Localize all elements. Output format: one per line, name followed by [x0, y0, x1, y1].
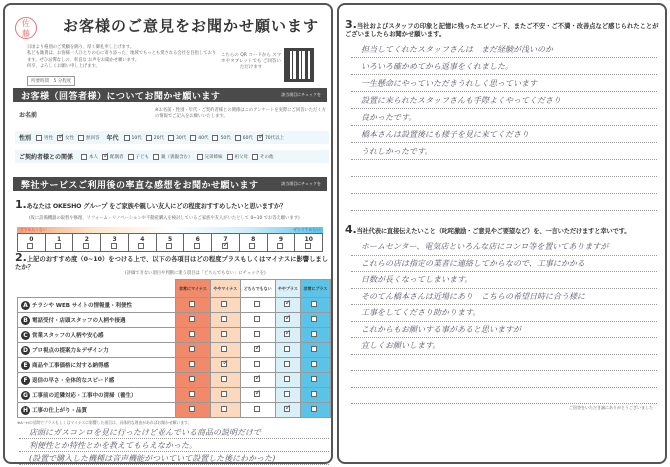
score-options — [17, 233, 323, 252]
checkbox[interactable] — [189, 391, 195, 397]
row-label — [18, 403, 176, 418]
table-row — [18, 373, 331, 388]
score-option[interactable] — [212, 234, 240, 251]
question-1: 1.あなたは OKESHO グループ をご家族や親しい友人にどの程度おすすめしたいと思いますか？ — [15, 198, 287, 211]
rating-cell[interactable] — [275, 358, 300, 373]
checkbox[interactable] — [277, 243, 283, 249]
handwritten-line: 店頭にガスコンロを見に行ったけど並んでいる商品の説明だけで — [19, 426, 329, 439]
rating-cell[interactable] — [210, 328, 240, 343]
rating-cell[interactable] — [300, 313, 330, 328]
row-label — [18, 298, 176, 313]
checkbox[interactable] — [311, 406, 317, 412]
checkbox[interactable] — [284, 361, 290, 367]
checkbox[interactable] — [284, 331, 290, 337]
handwritten-line: これらの店は指定の業者に連絡してからなので、工事にかかる — [351, 256, 657, 273]
score-label: 9 — [278, 236, 284, 243]
score-label: 1 — [57, 236, 62, 243]
row-text: 工事の仕上がり・品質 — [32, 407, 88, 414]
row-text: チラシや WEB サイトの情報量・利便性 — [32, 302, 132, 309]
handwritten-line — [351, 371, 657, 388]
intro-line: 何卒、よろしくお願い申し上げます。 — [27, 63, 100, 69]
row-label — [18, 358, 176, 373]
checkbox[interactable] — [153, 154, 159, 160]
rating-cell[interactable] — [275, 388, 300, 403]
section-feedback-header — [13, 177, 327, 191]
row-label — [18, 313, 176, 328]
checkbox[interactable] — [311, 376, 317, 382]
rating-cell[interactable] — [210, 388, 240, 403]
handwritten-line: 設置に来られたスタッフさんも手際よくやってくださり — [351, 92, 657, 109]
rating-cell[interactable] — [210, 343, 240, 358]
checkbox[interactable] — [284, 376, 290, 382]
gender-label: 性別 — [19, 135, 32, 142]
survey-left-page — [3, 3, 333, 464]
checkbox[interactable] — [189, 346, 195, 352]
gender-age-row — [15, 131, 329, 144]
handwritten-line: これからもお願いする事があると思いますが — [351, 322, 657, 339]
ages-label: 30代 — [176, 135, 187, 141]
score-label: 5 — [167, 236, 173, 243]
table-row — [18, 343, 331, 358]
checkbox[interactable] — [284, 301, 290, 307]
rating-cell[interactable] — [275, 343, 300, 358]
handwritten-line — [351, 177, 657, 194]
handwritten-line: 利便性とか特性とかを教えてもらえなかった。 — [19, 439, 329, 452]
rating-cell[interactable] — [176, 373, 211, 388]
checkbox[interactable] — [311, 346, 317, 352]
checkbox[interactable] — [221, 376, 227, 382]
score-option[interactable] — [184, 234, 212, 251]
checkbox[interactable] — [284, 391, 290, 397]
relation-label: ご契約者様との関係 — [19, 154, 74, 161]
handwritten-line — [351, 388, 657, 405]
checkbox[interactable] — [254, 301, 260, 307]
rating-cell[interactable] — [240, 343, 275, 358]
option-ages[interactable] — [235, 135, 253, 141]
rating-cell[interactable] — [176, 358, 211, 373]
ages-label: 60代 — [242, 135, 253, 141]
row-letter-icon: A — [21, 301, 30, 310]
handwritten-line: 橋本さんは設置後にも様子を見に来てくださり — [351, 126, 657, 143]
table-row — [18, 358, 331, 373]
thanks-text: ご回答をいただき誠にありがとうございました — [569, 405, 653, 410]
checkbox[interactable] — [138, 243, 144, 249]
checkbox[interactable] — [284, 346, 290, 352]
relations-label: その他 — [260, 154, 274, 160]
qr-code[interactable] — [284, 48, 314, 82]
genders-label: 男性 — [44, 135, 54, 141]
checkbox[interactable] — [222, 243, 228, 249]
handwritten-line — [351, 160, 657, 177]
checkbox[interactable] — [227, 154, 233, 160]
relation-row — [15, 150, 329, 163]
checkbox[interactable] — [221, 316, 227, 322]
relations-label: 祖父母 — [234, 154, 249, 160]
score-label: 10 — [304, 236, 313, 243]
row-letter-icon: F — [21, 376, 30, 385]
score-option[interactable] — [268, 234, 296, 251]
checkbox[interactable] — [257, 135, 263, 141]
checkbox[interactable] — [83, 243, 89, 249]
handwritten-line: (設置で購入した機種は音声機能がついていて設置した後にわかった) — [19, 452, 329, 465]
checkbox[interactable] — [55, 243, 61, 249]
option-ages[interactable] — [146, 135, 164, 141]
column-header: ややマイナス — [210, 280, 240, 298]
checkbox[interactable] — [189, 376, 195, 382]
option-relations[interactable] — [81, 154, 98, 160]
rating-cell[interactable] — [300, 298, 330, 313]
checkbox[interactable] — [146, 135, 152, 141]
option-genders[interactable] — [57, 135, 74, 141]
checkbox[interactable] — [311, 361, 317, 367]
checkbox[interactable] — [81, 154, 87, 160]
score-label: 6 — [195, 236, 200, 243]
checkbox[interactable] — [311, 301, 317, 307]
handwritten-line: いろいろ確かめてから返事をくれました。 — [351, 58, 657, 75]
section-respondent-header — [13, 88, 327, 102]
handwritten-line: ホームセンター、電気店といろんな店にコンロ等を置いてありますが — [351, 239, 657, 256]
rating-cell[interactable] — [275, 328, 300, 343]
option-relations[interactable] — [227, 154, 249, 160]
question-2: 2.上記のおすすめ度（0~10）をつける上で、以下の各項目はどの程度プラスもしくはマイナスに影響しましたか？ — [15, 251, 328, 271]
question-2-sub: (評価できない項目や判断に迷う項目は「どちらでもない」にチェックを) — [125, 271, 266, 276]
score-label: 3 — [112, 236, 117, 243]
rating-cell[interactable] — [176, 298, 211, 313]
option-relations[interactable] — [153, 154, 193, 160]
score-option[interactable] — [73, 234, 101, 251]
row-letter-icon: D — [21, 346, 30, 355]
score-option[interactable] — [240, 234, 268, 251]
row-letter-icon: H — [22, 406, 29, 414]
option-genders[interactable] — [36, 135, 53, 141]
checkbox[interactable] — [221, 391, 227, 397]
score-label: 8 — [251, 236, 256, 243]
checkbox[interactable] — [254, 406, 260, 412]
name-note: ※お名前・性別・年代・ご契約者様との関係はこのアンケートを実際にご回答いただく方の情報でご記入をお願いいたします。 — [155, 108, 326, 119]
checkbox[interactable] — [189, 301, 195, 307]
rating-cell[interactable] — [176, 388, 211, 403]
row-letter-icon: C — [21, 331, 30, 340]
handwritten-line — [351, 355, 657, 372]
checkbox[interactable] — [311, 331, 317, 337]
genders-label: 無回答 — [86, 135, 100, 141]
checkbox[interactable] — [194, 243, 200, 249]
table-row — [18, 403, 331, 418]
checkbox[interactable] — [221, 406, 227, 412]
rating-cell[interactable] — [275, 403, 300, 418]
rating-cell[interactable] — [300, 403, 330, 418]
row-text: 電話受付・店頭スタッフの人柄や接遇 — [32, 317, 126, 324]
page-title: お客様のご意見をお聞かせ願います — [63, 17, 320, 35]
checkbox[interactable] — [311, 391, 317, 397]
table-row — [18, 298, 331, 313]
checkbox[interactable] — [284, 406, 290, 412]
checkbox[interactable] — [189, 361, 195, 367]
table-row — [18, 328, 331, 343]
relations-label: 親（義親含む） — [161, 154, 193, 160]
score-option[interactable] — [157, 234, 185, 251]
checkbox[interactable] — [190, 135, 196, 141]
option-ages[interactable] — [168, 135, 186, 141]
question-3: 3.当社およびスタッフの印象と記憶に残ったエピソード、またご不安・ご不満・改善点など感じられたことがございましたらお聞かせ願います。 — [345, 18, 659, 38]
checkbox[interactable] — [166, 243, 172, 249]
table-row — [18, 388, 331, 403]
table-row — [18, 313, 331, 328]
checkbox[interactable] — [27, 243, 33, 249]
handwritten-line: 担当してくれたスタッフさんは まだ経験が浅いのか — [351, 41, 657, 58]
rating-cell[interactable] — [300, 388, 330, 403]
checkbox[interactable] — [128, 154, 134, 160]
checkbox[interactable] — [111, 243, 117, 249]
rating-cell[interactable] — [240, 313, 275, 328]
q2-answer — [19, 426, 329, 466]
rating-cell[interactable] — [240, 373, 275, 388]
checkbox[interactable] — [235, 135, 241, 141]
rating-cell[interactable] — [210, 313, 240, 328]
time-required: 所要時間 5 分程度 — [27, 76, 75, 86]
checkbox[interactable] — [254, 346, 260, 352]
relations-label: 配偶者 — [110, 154, 124, 160]
checkbox[interactable] — [305, 243, 311, 249]
ages-label: 50代 — [220, 135, 231, 141]
age-label: 年代 — [106, 135, 119, 142]
checkbox[interactable] — [57, 135, 63, 141]
seal-stamp: 佐 藤 — [15, 17, 37, 39]
checkbox[interactable] — [254, 391, 260, 397]
relations-label: 本人 — [89, 154, 99, 160]
section-hint: 該当項目にチェックを — [281, 181, 321, 186]
checkbox[interactable] — [221, 346, 227, 352]
score-option[interactable] — [295, 234, 322, 251]
rating-table — [17, 279, 331, 418]
row-label — [18, 343, 176, 358]
score-label: 0 — [29, 236, 34, 243]
rating-cell[interactable] — [210, 403, 240, 418]
score-option[interactable] — [46, 234, 74, 251]
ages-label: 40代 — [198, 135, 209, 141]
option-genders[interactable] — [78, 135, 100, 141]
row-text: 商品や工事価格に対する納得感 — [32, 362, 110, 369]
column-header: ややプラス — [275, 280, 300, 298]
rating-cell[interactable] — [240, 328, 275, 343]
rating-cell[interactable] — [240, 388, 275, 403]
row-label — [18, 388, 176, 403]
checkbox[interactable] — [254, 361, 260, 367]
checkbox[interactable] — [212, 135, 218, 141]
rating-cell[interactable] — [210, 358, 240, 373]
name-label: お名前 — [19, 112, 38, 119]
rating-cell[interactable] — [176, 343, 211, 358]
handwritten-line: 日数が長くなってしまいます。 — [351, 272, 657, 289]
row-label — [18, 373, 176, 388]
row-letter-icon: B — [21, 316, 30, 325]
ages-label: 20代 — [153, 135, 164, 141]
handwritten-line: 宜しくお願いします。 — [351, 338, 657, 355]
checkbox[interactable] — [284, 316, 290, 322]
checkbox[interactable] — [124, 135, 130, 141]
rating-cell[interactable] — [240, 298, 275, 313]
rating-cell[interactable] — [300, 343, 330, 358]
rating-cell[interactable] — [300, 328, 330, 343]
handwritten-line — [351, 194, 657, 211]
checkbox[interactable] — [254, 376, 260, 382]
checkbox[interactable] — [168, 135, 174, 141]
rating-cell[interactable] — [275, 313, 300, 328]
qr-caption: こちらの QR コードから スマホやタブレットでも ご回答いただけます — [220, 53, 282, 70]
row-letter-icon: G — [21, 391, 30, 400]
score-label: 2 — [84, 236, 89, 243]
intro-line: 私ども雑貨は、お客様一人ひとりの心に寄り添った、地域でもっとも愛される会社を目指しております。ぜひ忌憚なしの、率直な お声をお聞かせ願います。 — [27, 51, 217, 63]
row-text: 工事前の近隣対応・工事中の清掃（養生） — [32, 392, 137, 399]
rating-cell[interactable] — [275, 298, 300, 313]
genders-label: 女性 — [65, 135, 75, 141]
checkbox[interactable] — [221, 301, 227, 307]
checkbox[interactable] — [254, 331, 260, 337]
handwritten-line: そのてん橋本さんは近場にあり こちらの希望日時に合う様に — [351, 289, 657, 306]
handwritten-line: 一生懸命にやっていただきうれしく思っています — [351, 75, 657, 92]
checkbox[interactable] — [189, 406, 195, 412]
checkbox[interactable] — [221, 361, 227, 367]
row-text: プロ視点の提案力＆デザイン力 — [32, 347, 109, 354]
section-title: お客様（回答者様）についてお聞かせ願います — [21, 92, 221, 102]
row-label — [18, 328, 176, 343]
rating-cell[interactable] — [300, 373, 330, 388]
intro-text — [27, 45, 217, 70]
score-label: 4 — [140, 236, 145, 243]
intro-line: 日頃より格別のご愛顧を賜り、厚く御礼申し上げます。 — [27, 45, 135, 50]
q2-note: ※A~Hの설問でプラスもしくはマイナスに影響した項目は、具体的な理由があればお聞かせ願います。 — [17, 420, 192, 425]
row-text: 営業スタッフの人柄や安心感 — [32, 332, 104, 339]
checkbox[interactable] — [78, 135, 84, 141]
checkbox[interactable] — [36, 135, 42, 141]
question-4: 4.当社代表に直接伝えたいこと（叱咤激励・ご意見やご要望など）を、一言いただけますと幸いです。 — [345, 223, 631, 236]
checkbox[interactable] — [102, 154, 108, 160]
score-option[interactable] — [129, 234, 157, 251]
handwritten-line: 良かったです。 — [351, 109, 657, 126]
checkbox[interactable] — [252, 154, 258, 160]
option-ages[interactable] — [257, 135, 284, 141]
checkbox[interactable] — [254, 316, 260, 322]
checkbox[interactable] — [197, 154, 203, 160]
row-text: 返信の早さ・全体的なスピード感 — [32, 377, 115, 384]
survey-right-page — [337, 3, 667, 464]
column-header: どちらでもない — [240, 280, 275, 298]
option-relations[interactable] — [252, 154, 274, 160]
option-ages[interactable] — [190, 135, 208, 141]
rating-cell[interactable] — [176, 403, 211, 418]
handwritten-line: 工事をしてくださり助かります。 — [351, 305, 657, 322]
relations-label: 子ども — [135, 154, 150, 160]
rating-cell[interactable] — [210, 373, 240, 388]
section-hint: 該当項目にチェックを — [281, 92, 321, 97]
q4-answer[interactable] — [351, 239, 657, 404]
rating-cell[interactable] — [300, 358, 330, 373]
rating-cell[interactable] — [176, 328, 211, 343]
option-ages[interactable] — [124, 135, 142, 141]
ages-label: 70代以上 — [264, 135, 285, 141]
option-relations[interactable] — [102, 154, 124, 160]
checkbox[interactable] — [221, 331, 227, 337]
checkbox[interactable] — [189, 331, 195, 337]
rating-cell[interactable] — [240, 403, 275, 418]
checkbox[interactable] — [249, 243, 255, 249]
question-1-sub: (仮に設備機器の取替や修理、リフォーム・リノベーションや不動産購入を検討しているご家族や友人がいたとして 0~10 でお答え願います) — [29, 216, 300, 221]
rating-cell[interactable] — [275, 373, 300, 388]
option-relations[interactable] — [128, 154, 150, 160]
section-title: 弊社サービスご利用後の率直な感想をお聞かせ願います — [21, 181, 259, 191]
relations-label: 兄弟姉妹 — [204, 154, 223, 160]
ages-label: 10代 — [131, 135, 142, 141]
score-option[interactable] — [18, 234, 46, 251]
handwritten-line: うれしかったです。 — [351, 143, 657, 160]
column-header: 非常にプラス — [300, 280, 330, 298]
option-ages[interactable] — [212, 135, 230, 141]
checkbox[interactable] — [189, 316, 195, 322]
checkbox[interactable] — [311, 316, 317, 322]
score-option[interactable] — [101, 234, 129, 251]
q3-answer[interactable] — [351, 41, 657, 216]
column-header: 非常にマイナス — [176, 280, 211, 298]
recommend-scale: すすめたくない ぜひすすめたい — [17, 227, 323, 233]
option-relations[interactable] — [197, 154, 223, 160]
row-letter-icon: E — [21, 361, 30, 370]
rating-cell[interactable] — [240, 358, 275, 373]
rating-cell[interactable] — [210, 298, 240, 313]
rating-cell[interactable] — [176, 313, 211, 328]
